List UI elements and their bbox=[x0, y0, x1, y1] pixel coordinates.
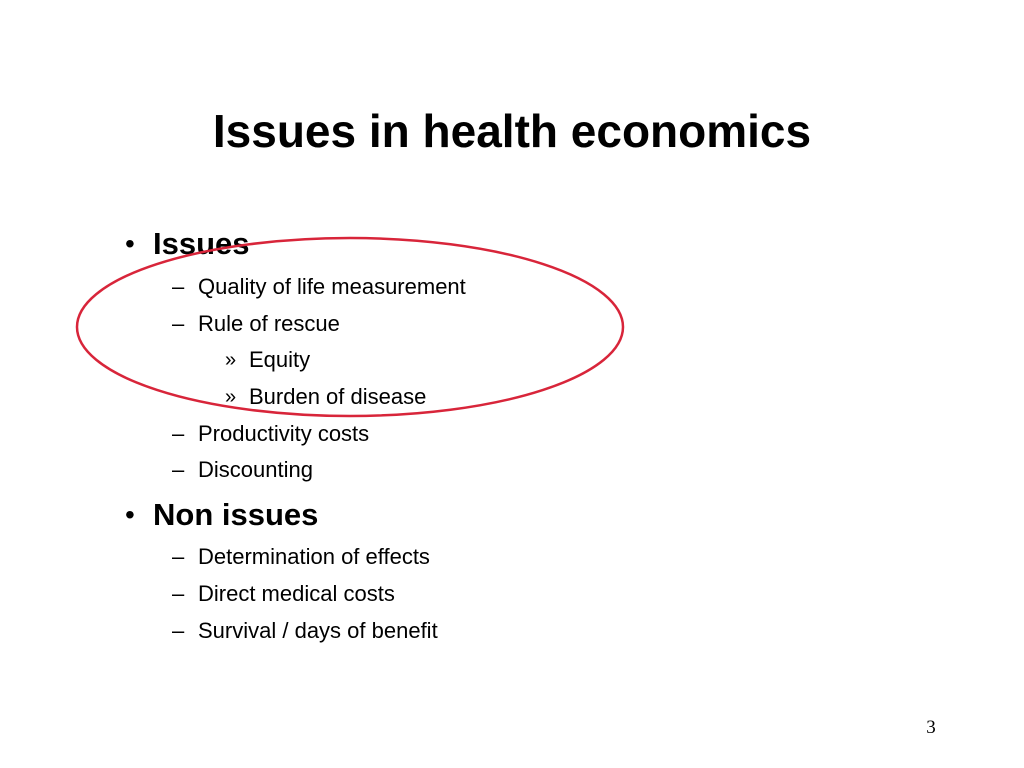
dash-marker: – bbox=[172, 618, 185, 643]
section-heading-non-issues bbox=[125, 497, 319, 533]
list-item-discounting bbox=[172, 456, 313, 484]
dash-marker: – bbox=[172, 544, 185, 569]
list-item-label: Determination of effects bbox=[198, 544, 430, 569]
bullet-marker: • bbox=[125, 228, 135, 259]
dash-marker: – bbox=[172, 311, 185, 336]
list-item-label: Productivity costs bbox=[198, 421, 370, 446]
sub-item-equity bbox=[225, 346, 311, 374]
list-item-label: Rule of rescue bbox=[198, 311, 340, 336]
dash-marker: – bbox=[172, 581, 185, 606]
section-heading-label: Issues bbox=[153, 226, 250, 261]
dash-marker: – bbox=[172, 457, 185, 482]
list-item-label: Survival / days of benefit bbox=[198, 618, 438, 643]
slide-title: Issues in health economics bbox=[212, 105, 812, 157]
dash-marker: – bbox=[172, 421, 185, 446]
sub-item-burden-of-disease bbox=[225, 383, 427, 411]
list-item-label: Quality of life measurement bbox=[198, 274, 466, 299]
list-item-rule-of-rescue bbox=[172, 310, 340, 338]
page-number: 3 bbox=[926, 717, 936, 738]
bullet-marker: • bbox=[125, 499, 135, 530]
list-item-productivity-costs bbox=[172, 420, 370, 448]
dash-marker: – bbox=[172, 274, 185, 299]
chevron-marker: » bbox=[225, 386, 237, 408]
list-item-label: Discounting bbox=[198, 457, 313, 482]
list-item-determination-of-effects bbox=[172, 543, 430, 571]
chevron-marker: » bbox=[225, 349, 237, 371]
list-item-survival-days bbox=[172, 617, 438, 645]
sub-item-label: Equity bbox=[249, 347, 311, 372]
list-item-direct-medical-costs bbox=[172, 580, 395, 608]
section-heading-label: Non issues bbox=[153, 497, 319, 532]
list-item-label: Direct medical costs bbox=[198, 581, 395, 606]
section-heading-issues bbox=[125, 226, 250, 262]
list-item-quality-of-life bbox=[172, 273, 466, 301]
sub-item-label: Burden of disease bbox=[249, 384, 427, 409]
